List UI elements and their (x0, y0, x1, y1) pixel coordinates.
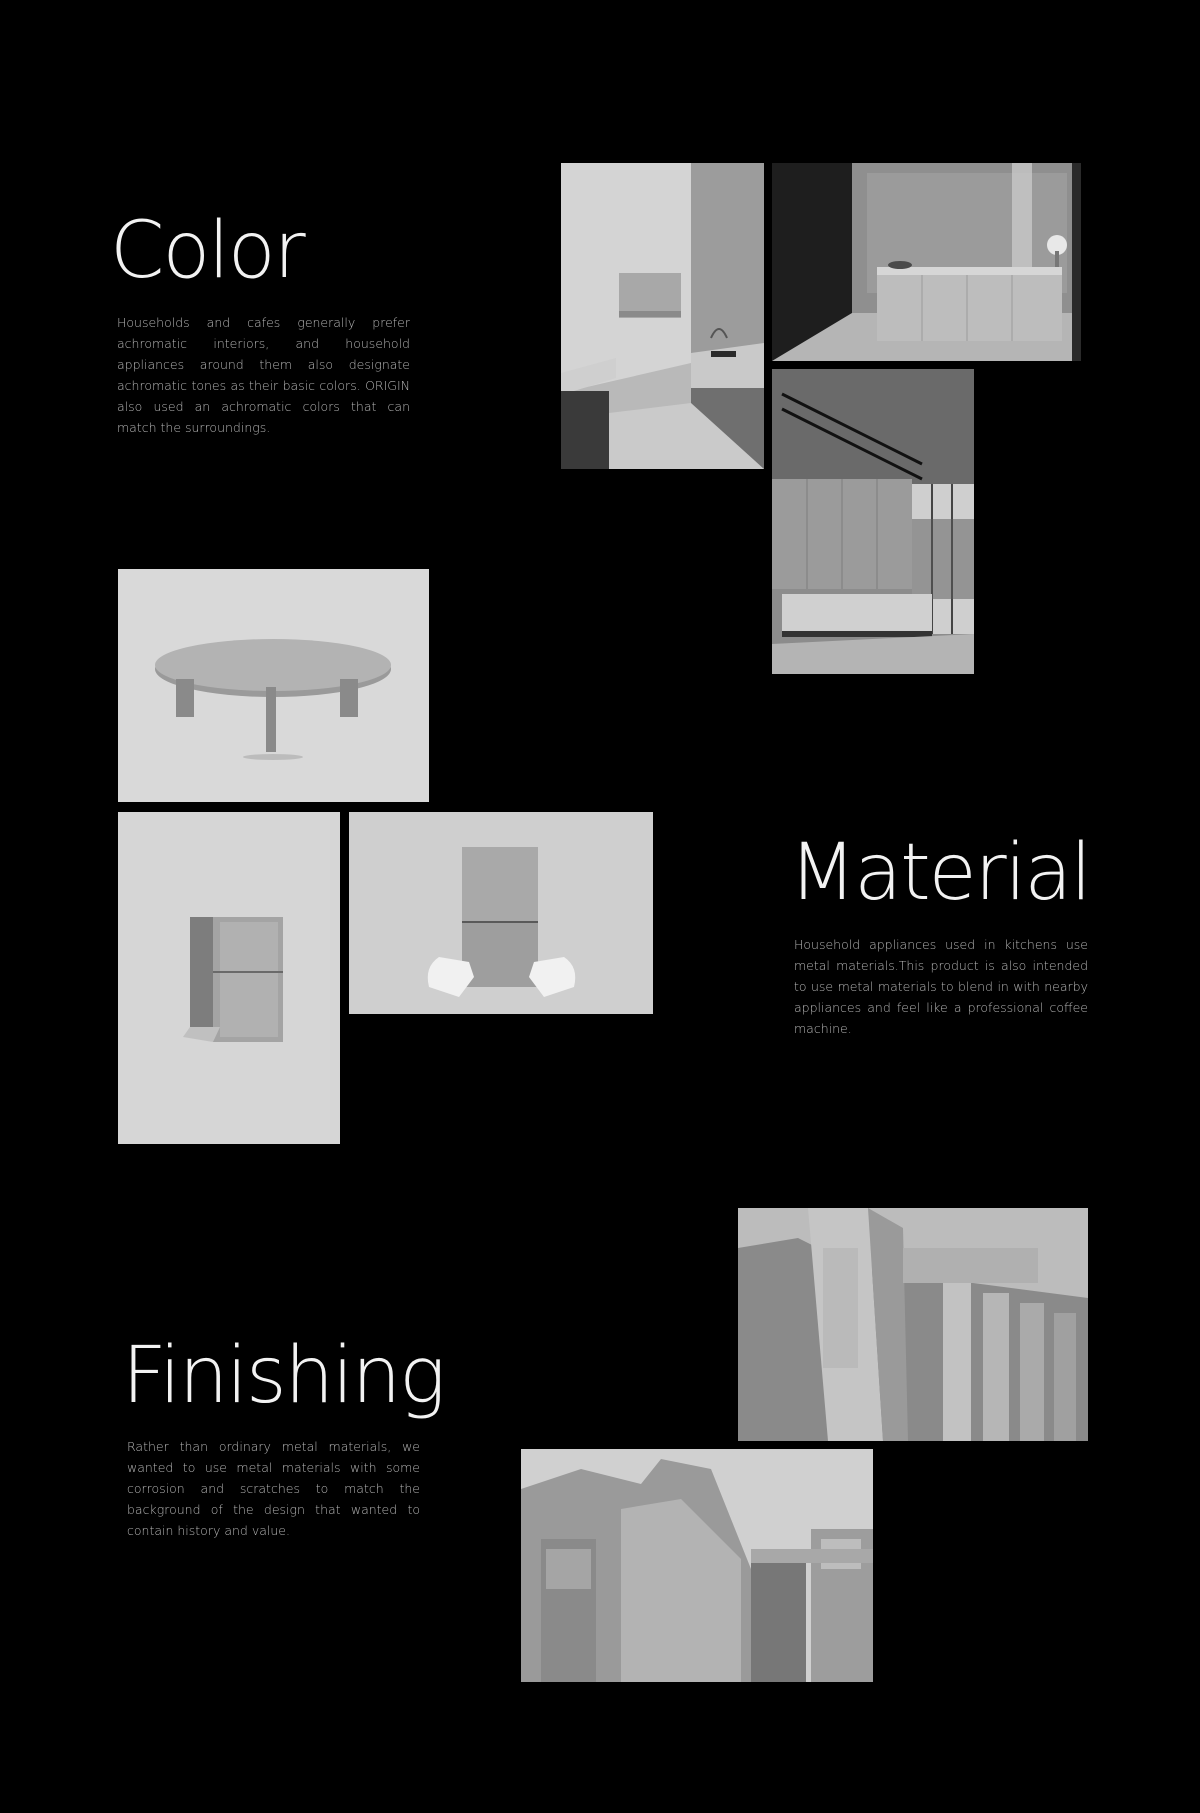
kitchen-glass-wall-photo (772, 369, 974, 674)
metal-sheet-gloves-photo (349, 812, 653, 1014)
kitchen-interior-photo (561, 163, 764, 469)
color-title: Color (110, 206, 304, 296)
kitchen-concrete-wall-photo (772, 163, 1081, 361)
finishing-title: Finishing (122, 1331, 444, 1421)
metal-wall-object-photo (118, 812, 340, 1144)
ancient-temple-pillars-photo (738, 1208, 1088, 1441)
material-title: Material (789, 828, 1090, 918)
metal-round-table-photo (118, 569, 429, 802)
ancient-stone-ruins-photo (521, 1449, 873, 1682)
material-body: Household appliances used in kitchens use metal materials.This product is also intended to use metal materials to blend in with nearby appliances and feel like a professional coffee machine. (794, 937, 1088, 1036)
finishing-body: Rather than ordinary metal materials, we wanted to use metal materials with some corrosion and scratches to match the background of the design that wanted to contain history and value. (127, 1439, 420, 1538)
color-body: Households and cafes generally prefer achromatic interiors, and household appliances around them also designate achromatic tones as their basic colors. ORIGIN also used an achromatic colors that can match the surroundings. (117, 315, 410, 435)
